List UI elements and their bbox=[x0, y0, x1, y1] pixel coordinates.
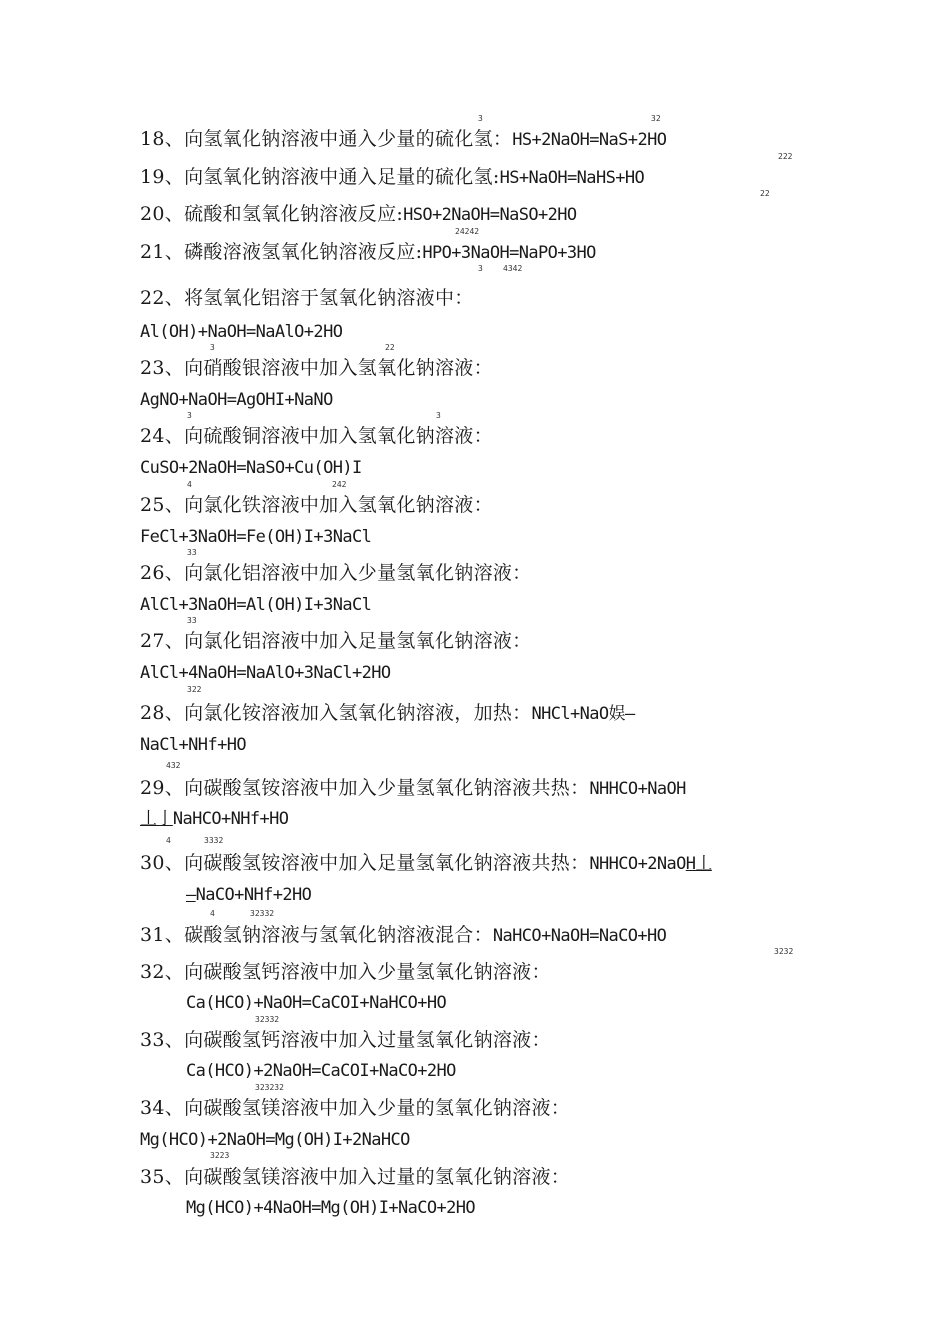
reaction-equation: HPO+3NaOH=NaPO+3HO bbox=[422, 243, 596, 263]
reaction-line-25 bbox=[140, 494, 493, 516]
subscript-row: 32332 bbox=[250, 909, 275, 918]
reaction-description: 28、向氯化铵溶液加入氢氧化钠溶液，加热： bbox=[140, 702, 532, 724]
arrow-mark: 丄亅 bbox=[140, 809, 173, 829]
subscript-row: 3 bbox=[478, 264, 483, 273]
reaction-line-20 bbox=[140, 203, 577, 226]
reaction-description: 34、向碳酸氢镁溶液中加入少量的氢氧化钠溶液： bbox=[140, 1097, 571, 1119]
subscript-row: 3223 bbox=[210, 1151, 230, 1160]
reaction-equation: NaHCO+NaOH=NaCO+HO bbox=[492, 926, 667, 946]
reaction-equation: NHHCO+NaOH bbox=[589, 779, 686, 799]
subscript-row: 222 bbox=[778, 152, 793, 161]
reaction-description: 27、向氯化铝溶液中加入足量氢氧化钠溶液： bbox=[140, 630, 532, 652]
reaction-line-31 bbox=[140, 924, 666, 947]
reaction-line-22 bbox=[140, 287, 474, 309]
subscript-row: 4 bbox=[187, 480, 192, 489]
reaction-equation-23: AgNO+NaOH=AgOHI+NaNO bbox=[140, 390, 333, 410]
arrow-mark: — bbox=[186, 885, 196, 905]
reaction-description: 23、向硝酸银溶液中加入氢氧化钠溶液： bbox=[140, 357, 493, 379]
reaction-equation-25: FeCl+3NaOH=Fe(OH)I+3NaCl bbox=[140, 527, 372, 547]
equation-products: NaCO+NHf+2HO bbox=[195, 885, 312, 905]
reaction-description: 24、向硫酸铜溶液中加入氢氧化钠溶液： bbox=[140, 425, 493, 447]
subscript-row: 3 bbox=[436, 411, 441, 420]
reaction-line-30 bbox=[140, 852, 712, 875]
reaction-line-24 bbox=[140, 425, 493, 447]
subscript-row: 3 bbox=[210, 343, 215, 352]
reaction-line-32 bbox=[140, 961, 551, 983]
reaction-description: 35、向碳酸氢镁溶液中加入过量的氢氧化钠溶液： bbox=[140, 1166, 571, 1188]
reaction-description: 26、向氯化铝溶液中加入少量氢氧化钠溶液： bbox=[140, 562, 532, 584]
reaction-equation-30 bbox=[186, 884, 311, 906]
reaction-description: 21、磷酸溶液氢氧化钠溶液反应: bbox=[140, 241, 423, 263]
reaction-equation-27: AlCl+4NaOH=NaAlO+3NaCl+2HO bbox=[140, 663, 391, 683]
subscript-row: 4 bbox=[166, 836, 171, 845]
reaction-equation-35: Mg(HCO)+4NaOH=Mg(OH)I+NaCO+2HO bbox=[186, 1198, 476, 1218]
reaction-description: 18、向氢氧化钠溶液中通入少量的硫化氢： bbox=[140, 128, 513, 150]
reaction-equation-29 bbox=[140, 808, 288, 830]
subscript-row: 242 bbox=[332, 480, 347, 489]
reaction-equation-32: Ca(HCO)+NaOH=CaCOI+NaHCO+HO bbox=[186, 993, 447, 1013]
subscript-row: 322 bbox=[187, 685, 202, 694]
reaction-line-27 bbox=[140, 630, 531, 652]
equation-products: NaHCO+NHf+HO bbox=[172, 809, 289, 829]
reaction-equation: HSO+2NaOH=NaSO+2HO bbox=[403, 205, 577, 225]
reaction-equation-34: Mg(HCO)+2NaOH=Mg(OH)I+2NaHCO bbox=[140, 1130, 410, 1150]
subscript-row: 323232 bbox=[255, 1083, 284, 1092]
subscript-row: 4342 bbox=[503, 264, 523, 273]
reaction-description: 30、向碳酸氢铵溶液中加入足量氢氧化钠溶液共热： bbox=[140, 852, 590, 874]
subscript-row: 3232 bbox=[774, 947, 794, 956]
reaction-description: 22、将氢氧化铝溶于氢氧化钠溶液中： bbox=[140, 287, 474, 309]
subscript-row: 33 bbox=[187, 548, 197, 557]
reaction-equation-28: NaCl+NHf+HO bbox=[140, 735, 246, 755]
reaction-equation-26: AlCl+3NaOH=Al(OH)I+3NaCl bbox=[140, 595, 372, 615]
subscript-row: 24242 bbox=[455, 227, 480, 236]
reaction-description: 29、向碳酸氢铵溶液中加入少量氢氧化钠溶液共热： bbox=[140, 777, 590, 799]
subscript-row: 432 bbox=[166, 761, 181, 770]
reaction-line-23 bbox=[140, 357, 493, 379]
reaction-line-19 bbox=[140, 166, 644, 189]
reaction-description: 19、向氢氧化钠溶液中通入足量的硫化氢: bbox=[140, 166, 500, 188]
subscript-row: 3 bbox=[478, 114, 483, 123]
reaction-description: 31、碳酸氢钠溶液与氢氧化钠溶液混合： bbox=[140, 924, 493, 946]
reaction-line-26 bbox=[140, 562, 531, 584]
reaction-line-33 bbox=[140, 1029, 551, 1051]
subscript-row: 22 bbox=[385, 343, 395, 352]
subscript-row: 4 bbox=[210, 909, 215, 918]
reaction-description: 32、向碳酸氢钙溶液中加入少量氢氧化钠溶液： bbox=[140, 961, 551, 983]
reaction-line-18 bbox=[140, 128, 666, 151]
reaction-line-28 bbox=[140, 702, 635, 725]
subscript-row: 33 bbox=[187, 616, 197, 625]
reaction-description: 25、向氯化铁溶液中加入氢氧化钠溶液： bbox=[140, 494, 493, 516]
subscript-row: 3332 bbox=[204, 836, 224, 845]
reaction-equation-22: Al(OH)+NaOH=NaAlO+2HO bbox=[140, 322, 343, 342]
reaction-equation-24: CuSO+2NaOH=NaSO+Cu(OH)I bbox=[140, 458, 362, 478]
subscript-row: 3 bbox=[187, 411, 192, 420]
reaction-equation: NHCl+NaO娱— bbox=[531, 704, 635, 724]
subscript-row: 32332 bbox=[255, 1015, 280, 1024]
reaction-line-34 bbox=[140, 1097, 570, 1119]
reaction-description: 20、硫酸和氢氧化钠溶液反应: bbox=[140, 203, 404, 225]
subscript-row: 22 bbox=[760, 189, 770, 198]
reaction-line-21 bbox=[140, 241, 596, 264]
arrow-mark: H丄 bbox=[685, 854, 712, 874]
reaction-line-29 bbox=[140, 777, 686, 800]
reaction-description: 33、向碳酸氢钙溶液中加入过量氢氧化钠溶液： bbox=[140, 1029, 551, 1051]
subscript-row: 32 bbox=[651, 114, 661, 123]
reaction-line-35 bbox=[140, 1166, 570, 1188]
reaction-equation: NHHCO+2NaO bbox=[589, 854, 686, 874]
reaction-equation: HS+NaOH=NaHS+HO bbox=[499, 168, 645, 188]
reaction-equation: HS+2NaOH=NaS+2HO bbox=[512, 130, 667, 150]
reaction-equation-33: Ca(HCO)+2NaOH=CaCOI+NaCO+2HO bbox=[186, 1061, 456, 1081]
